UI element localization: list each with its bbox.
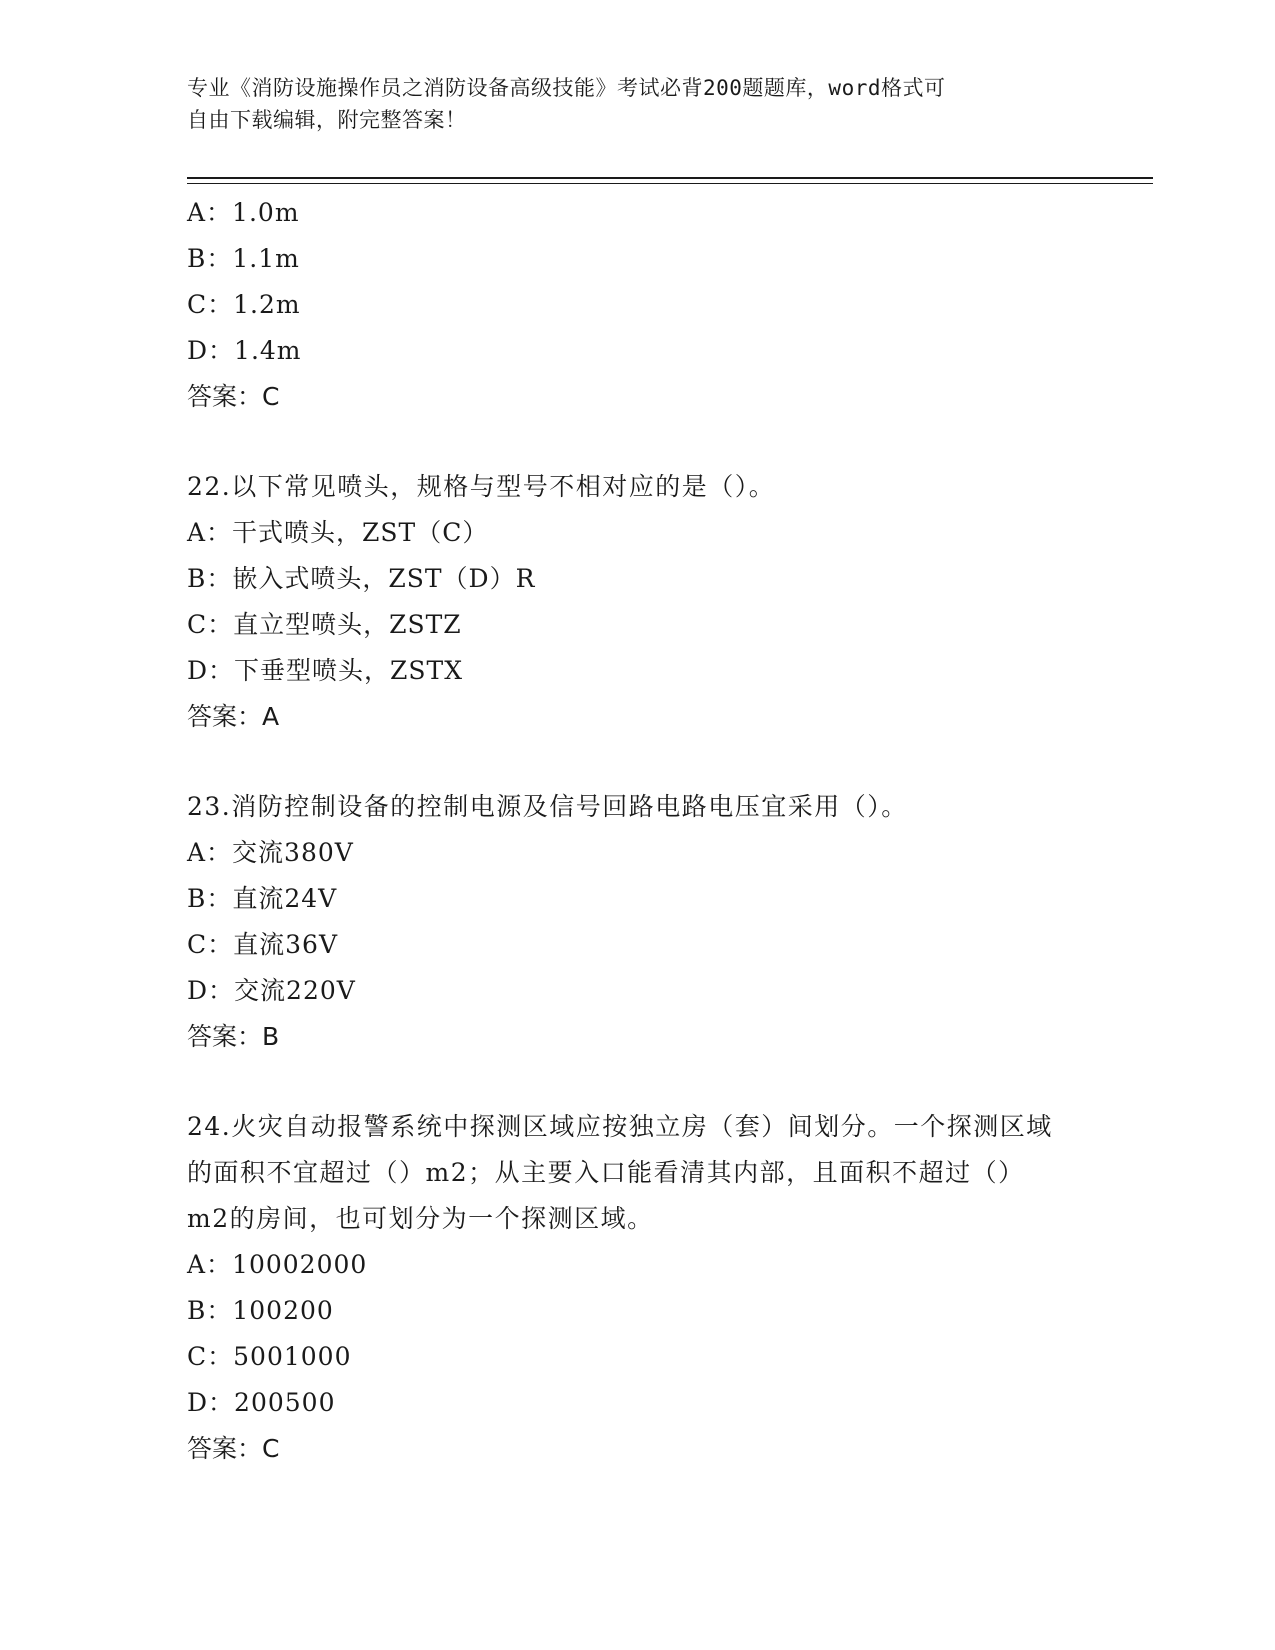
option-d: D：200500	[187, 1388, 336, 1417]
header-divider-thin	[187, 183, 1153, 184]
document-header	[187, 72, 1087, 136]
option-b: B：1.1m	[187, 244, 300, 273]
header-line-2: 自由下载编辑，附完整答案！	[187, 108, 467, 132]
question-stem: 23.消防控制设备的控制电源及信号回路电路电压宜采用（）。	[187, 792, 908, 821]
answer: 答案：B	[187, 1022, 280, 1051]
question-stem: 22.以下常见喷头，规格与型号不相对应的是（）。	[187, 472, 776, 501]
option-d: D：交流220V	[187, 976, 356, 1005]
question-stem: 24.火灾自动报警系统中探测区域应按独立房（套）间划分。一个探测区域的面积不宜超过（）m2；从主要入口能看清其内部，且面积不超过（）m2的房间，也可划分为一个探测区域。	[187, 1112, 1053, 1233]
option-a: A：10002000	[187, 1250, 368, 1279]
question-22	[187, 464, 1087, 740]
option-c: C：直立型喷头，ZSTZ	[187, 610, 462, 639]
question-fragment	[187, 190, 1087, 420]
option-d: D：下垂型喷头，ZSTX	[187, 656, 464, 685]
option-b: B：直流24V	[187, 884, 338, 913]
option-a: A：1.0m	[187, 198, 300, 227]
answer: 答案：C	[187, 382, 280, 411]
option-b: B：100200	[187, 1296, 334, 1325]
answer: 答案：A	[187, 702, 280, 731]
header-divider-thick	[187, 177, 1153, 179]
header-line-1: 专业《消防设施操作员之消防设备高级技能》考试必背200题题库，word格式可	[187, 76, 946, 100]
question-list	[187, 190, 1087, 1472]
option-c: C：5001000	[187, 1342, 352, 1371]
option-c: C：直流36V	[187, 930, 338, 959]
option-a: A：交流380V	[187, 838, 354, 867]
question-23	[187, 784, 1087, 1060]
option-b: B：嵌入式喷头，ZST（D）R	[187, 564, 536, 593]
option-a: A：干式喷头，ZST（C）	[187, 518, 489, 547]
question-24	[187, 1104, 1087, 1472]
answer: 答案：C	[187, 1434, 280, 1463]
option-c: C：1.2m	[187, 290, 301, 319]
option-d: D：1.4m	[187, 336, 302, 365]
